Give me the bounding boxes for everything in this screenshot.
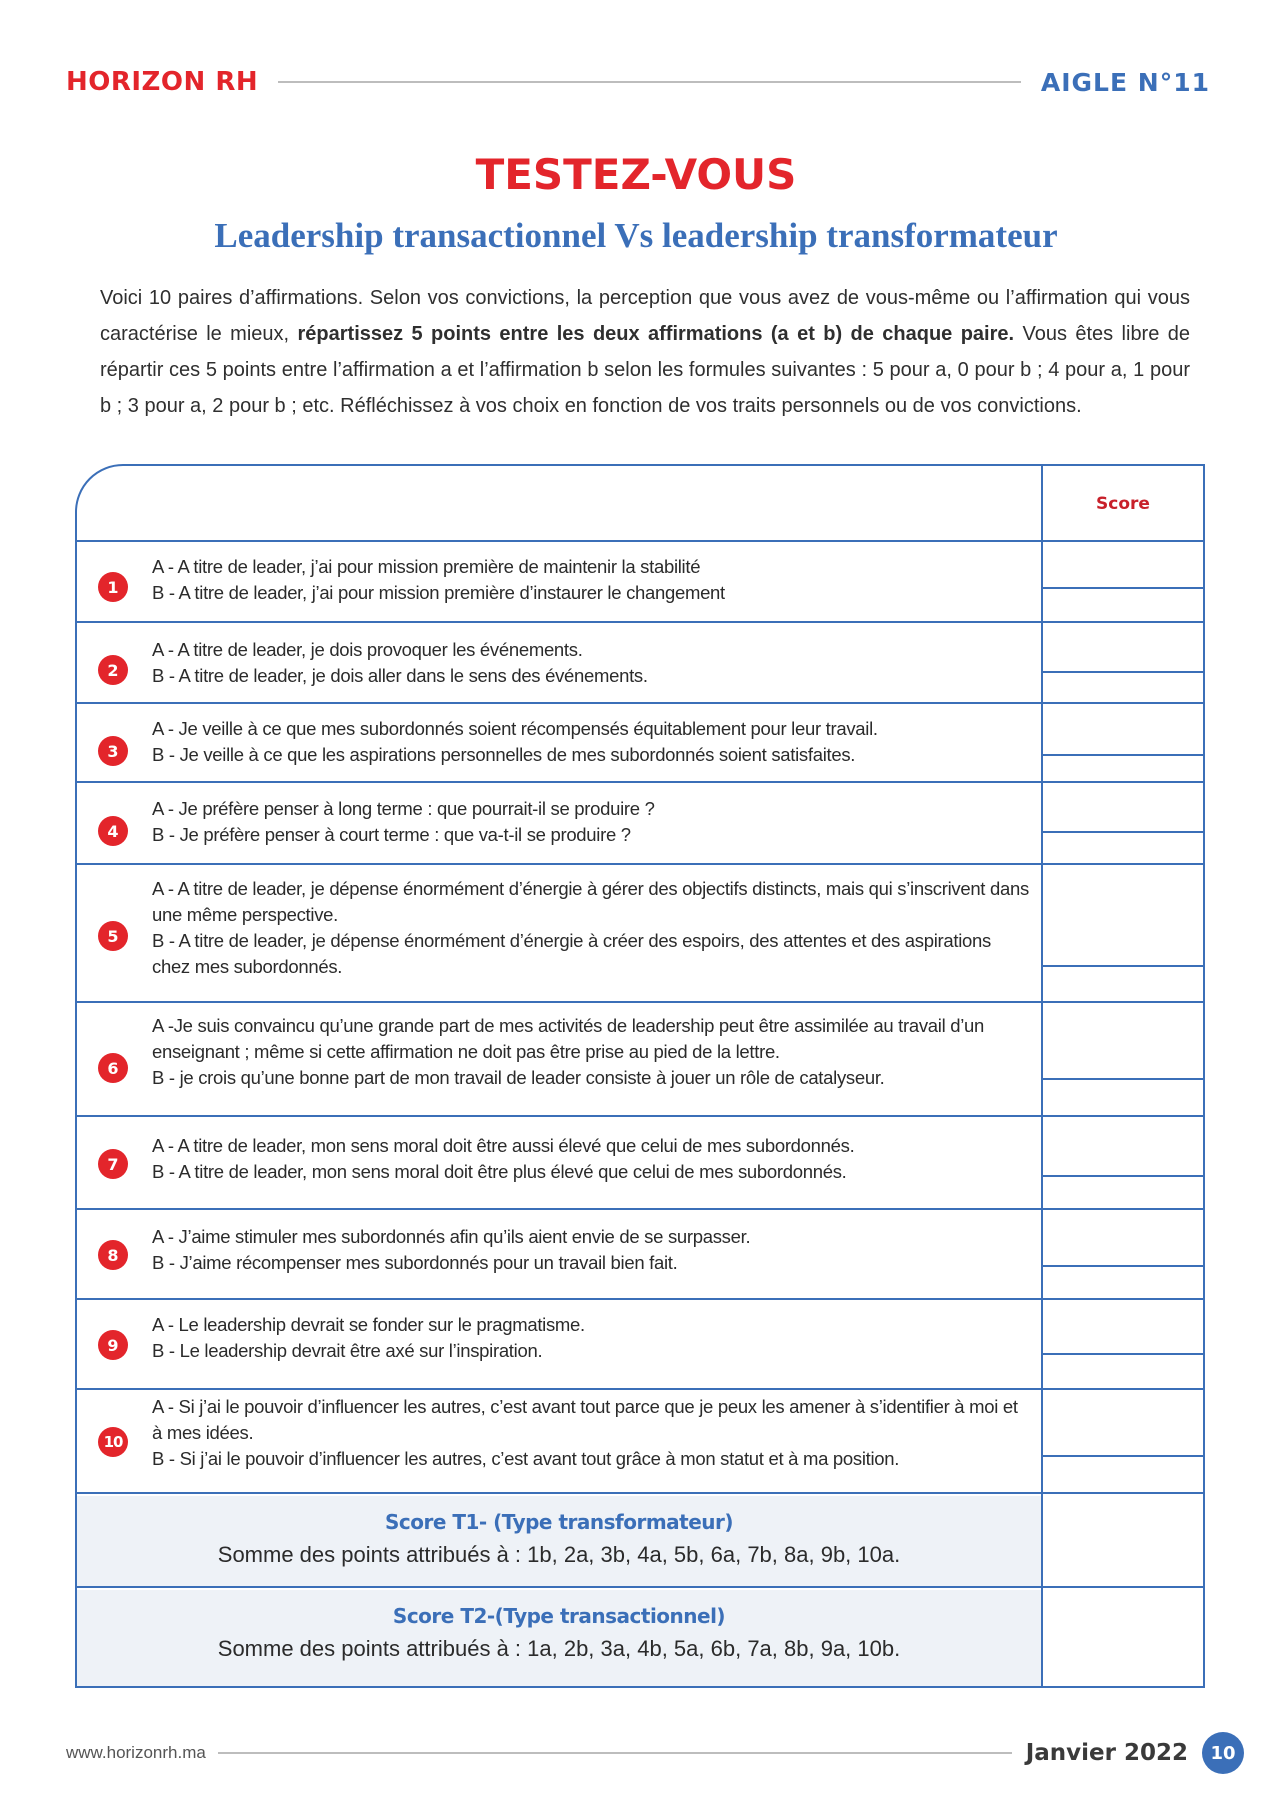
statement-b: B - J’aime récompenser mes subordonnés pour un travail bien fait. [152,1252,678,1273]
score-cell-divider [1043,1078,1205,1080]
statement-pair [152,1394,1032,1472]
score-cell-divider [1043,587,1205,589]
statement-pair [152,637,1032,689]
score-cell-divider [1043,1265,1205,1267]
page-title: TESTEZ-VOUS [475,150,797,199]
statement-b: B - Le leadership devrait être axé sur l’inspiration. [152,1340,543,1361]
score-t2-formula: Somme des points attribués à : 1a, 2b, 3a, 4b, 5a, 6b, 7a, 8b, 9a, 10b. [217,1636,901,1661]
question-number-badge: 6 [98,1053,128,1083]
page-subtitle: Leadership transactionnel Vs leadership transformateur [214,216,1058,255]
score-t2-summary [77,1604,1041,1662]
question-number-badge: 3 [98,736,128,766]
table-row [77,1003,1203,1117]
statement-pair [152,1224,1032,1276]
statement-a: A - Le leadership devrait se fonder sur le pragmatisme. [152,1314,585,1335]
issue-date: Janvier 2022 [1025,1740,1188,1766]
table-row [77,623,1203,704]
score-cell-divider [1043,831,1205,833]
score-cell-divider [1043,1455,1205,1457]
table-row [77,865,1203,1003]
footer-divider [218,1752,1012,1754]
intro-text-1: Voici 10 paires d’affirmations. Selon vos convictions, la perception que vous avez de vous-même ou l’affirmation qui vous caractérise le mieux, [100,287,1190,345]
header-divider [278,81,1021,83]
score-column-header: Score [1096,494,1150,514]
issue-number: AIGLE N°11 [1040,67,1210,97]
summary-divider [77,1494,1203,1588]
statement-pair [152,876,1032,980]
statement-a: A -Je suis convaincu qu’une grande part de mes activités de leadership peut être assimilée au travail d’un enseignant ; même si cette affirmation ne doit pas être prise au pied de la lettre. [152,1015,985,1062]
website-link[interactable]: www.horizonrh.ma [66,1743,206,1762]
questionnaire-table [75,464,1205,1688]
statement-pair [152,554,1032,606]
statement-a: A - Je préfère penser à long terme : que pourrait-il se produire ? [152,798,655,819]
page-header [66,62,1210,102]
intro-text-2: Vous êtes libre de répartir ces 5 points entre l’affirmation a et l’affirmation b selon les formules suivantes : 5 pour a, 0 pour b ; 4 pour a, 1 pour b ; 3 pour a, 2 pour b ; etc. Réfléchissez à vos choix en fonction de vos traits personnels ou de vos convictions. [100,323,1190,417]
score-cell-divider [1043,965,1205,967]
intro-paragraph [100,280,1190,424]
question-number-badge: 4 [98,816,128,846]
table-row [77,1210,1203,1300]
question-number-badge: 2 [98,655,128,685]
statement-pair [152,1312,1032,1364]
statement-pair [152,1133,1032,1185]
question-number-badge: 10 [98,1427,128,1457]
statement-a: A - A titre de leader, je dépense énormément d’énergie à gérer des objectifs distincts, mais qui s’inscrivent dans une même perspective. [152,878,1029,925]
table-row [77,542,1203,623]
statement-a: A - A titre de leader, je dois provoquer les événements. [152,639,583,660]
statement-a: A - A titre de leader, j’ai pour mission première de maintenir la stabilité [152,556,701,577]
question-number-badge: 5 [98,921,128,951]
statement-pair [152,1013,1032,1091]
table-row [77,704,1203,783]
statement-b: B - A titre de leader, mon sens moral doit être plus élevé que celui de mes subordonnés. [152,1161,847,1182]
table-header [77,466,1203,542]
score-cell-divider [1043,671,1205,673]
question-number-badge: 9 [98,1330,128,1360]
score-cell-divider [1043,1353,1205,1355]
page-number: 10 [1202,1732,1244,1774]
statement-b: B - Si j’ai le pouvoir d’influencer les autres, c’est avant tout grâce à mon statut et à ma position. [152,1448,900,1469]
table-row [77,783,1203,865]
brand-logo: HORIZON RH [66,67,259,97]
statement-b: B - A titre de leader, je dépense énormément d’énergie à créer des espoirs, des attentes et des aspirations chez mes subordonnés. [152,930,991,977]
statement-b: B - Je veille à ce que les aspirations personnelles de mes subordonnés soient satisfaites. [152,744,856,765]
statement-a: A - J’aime stimuler mes subordonnés afin qu’ils aient envie de se surpasser. [152,1226,751,1247]
statement-a: A - Si j’ai le pouvoir d’influencer les autres, c’est avant tout parce que je peux les amener à s’identifier à moi et à mes idées. [152,1396,1018,1443]
statement-a: A - Je veille à ce que mes subordonnés soient récompensés équitablement pour leur travail. [152,718,878,739]
statement-pair [152,796,1032,848]
page-footer [66,1733,1244,1773]
intro-bold-instruction: répartissez 5 points entre les deux affirmations (a et b) de chaque paire. [297,323,1015,345]
statement-pair [152,716,1032,768]
statement-b: B - A titre de leader, j’ai pour mission première d’instaurer le changement [152,582,725,603]
statement-a: A - A titre de leader, mon sens moral doit être aussi élevé que celui de mes subordonnés. [152,1135,855,1156]
table-row [77,1390,1203,1494]
statement-b: B - je crois qu’une bonne part de mon travail de leader consiste à jouer un rôle de catalyseur. [152,1067,885,1088]
table-row [77,1300,1203,1390]
table-row [77,1117,1203,1210]
score-cell-divider [1043,754,1205,756]
statement-b: B - Je préfère penser à court terme : que va-t-il se produire ? [152,824,631,845]
statement-b: B - A titre de leader, je dois aller dans le sens des événements. [152,665,648,686]
score-t1-formula: Somme des points attribués à : 1b, 2a, 3b, 4a, 5b, 6a, 7b, 8a, 9b, 10a. [217,1542,901,1567]
question-number-badge: 1 [98,572,128,602]
score-t1-title: Score T1- (Type transformateur) [384,1510,734,1534]
score-t2-title: Score T2-(Type transactionnel) [392,1604,726,1628]
score-cell-divider [1043,1175,1205,1177]
question-number-badge: 7 [98,1149,128,1179]
question-number-badge: 8 [98,1240,128,1270]
